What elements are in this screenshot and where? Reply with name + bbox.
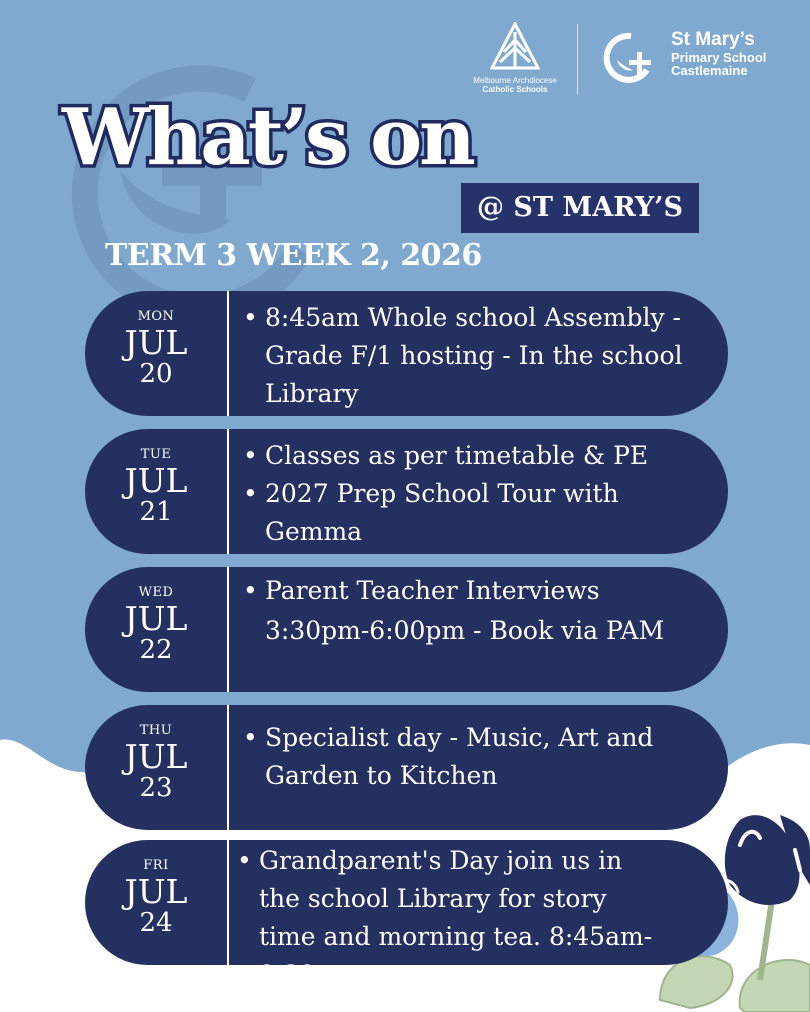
mac-emblem-icon — [490, 22, 540, 70]
st-marys-emblem-icon — [601, 30, 663, 86]
school-line3: Castlemaine — [671, 63, 748, 78]
day-number: 22 — [139, 635, 173, 665]
event-friday — [85, 840, 728, 989]
logos-area — [455, 22, 795, 102]
month-label: JUL — [124, 872, 188, 911]
mac-line2: Catholic Schools — [482, 85, 548, 94]
event-item: • Classes as per timetable & PE — [243, 437, 698, 475]
event-list — [243, 437, 698, 551]
weekday-label: THU — [139, 723, 173, 738]
date-block — [85, 291, 227, 416]
day-number: 24 — [139, 908, 173, 938]
logo-divider — [577, 24, 578, 94]
date-divider — [227, 705, 229, 830]
month-label: JUL — [124, 323, 188, 362]
date-block — [85, 429, 227, 554]
event-wednesday — [85, 567, 728, 692]
mac-line1: Melbourne Archdiocese — [473, 76, 557, 85]
month-label: JUL — [124, 461, 188, 500]
date-divider — [227, 840, 229, 965]
school-subtitle — [671, 51, 766, 77]
month-label: JUL — [124, 737, 188, 776]
st-marys-logo — [601, 30, 801, 90]
mac-logo — [455, 22, 575, 94]
date-block — [85, 567, 227, 692]
event-item: • Parent Teacher Interviews 3:30pm-6:00pm - Book via PAM — [243, 571, 698, 651]
date-divider — [227, 291, 229, 416]
month-label: JUL — [124, 599, 188, 638]
event-item: • Specialist day - Music, Art and Garden to Kitchen — [243, 719, 698, 795]
page-title: What’s on — [62, 92, 473, 183]
event-item: • 2027 Prep School Tour with Gemma — [243, 475, 698, 551]
date-block — [85, 705, 227, 830]
event-item: • 8:45am Whole school Assembly - Grade F/1 hosting - In the school Library — [243, 299, 698, 413]
school-badge: @ ST MARY’S — [461, 183, 699, 233]
event-item: • Grandparent's Day join us in the school Library for story time and morning tea. 8:45am-9:30am — [237, 842, 668, 994]
school-line2: Primary School — [671, 50, 767, 65]
date-divider — [227, 567, 229, 692]
date-divider — [227, 429, 229, 554]
day-number: 21 — [139, 497, 173, 527]
event-thursday — [85, 705, 728, 830]
weekday-label: FRI — [143, 858, 169, 873]
event-list — [243, 299, 698, 413]
weekday-label: WED — [138, 585, 174, 600]
school-name: St Mary’s — [671, 29, 755, 50]
term-heading: TERM 3 WEEK 2, 2026 — [105, 238, 482, 273]
day-number: 20 — [139, 359, 173, 389]
weekday-label: MON — [137, 309, 175, 324]
day-number: 23 — [139, 773, 173, 803]
date-block — [85, 840, 227, 965]
weekday-label: TUE — [140, 447, 172, 462]
event-list — [243, 571, 698, 651]
event-list — [237, 842, 668, 994]
event-tuesday — [85, 429, 728, 554]
event-list — [243, 719, 698, 795]
event-monday — [85, 291, 728, 416]
